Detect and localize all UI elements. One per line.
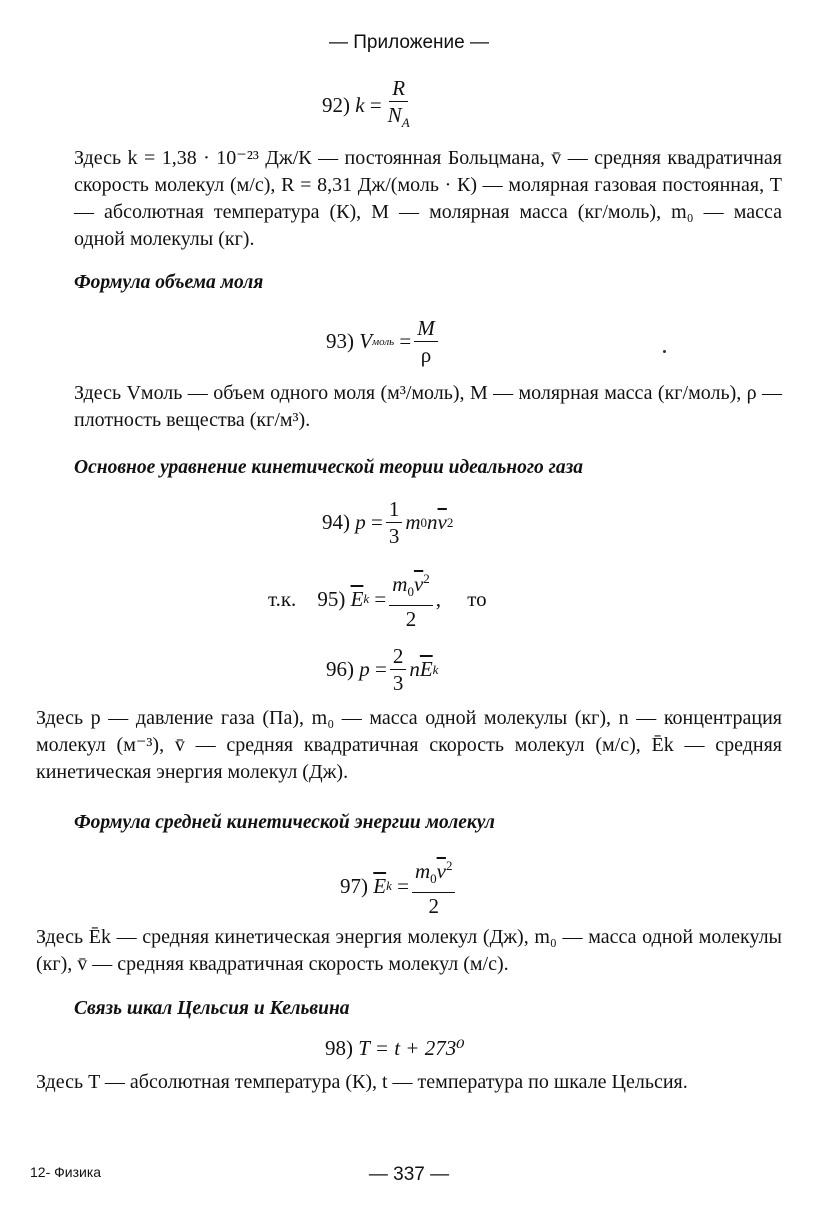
paragraph-temperature bbox=[36, 1069, 782, 1096]
paragraph-molar-volume bbox=[74, 380, 782, 434]
formula-92: 92) k = $\frac{R}{N_A}$ bbox=[322, 76, 410, 131]
paragraph-constants bbox=[74, 145, 782, 253]
paragraph-temperature-text: Здесь T — абсолютная температура (К), t — температура по шкале Цельсия. bbox=[36, 1071, 688, 1093]
paragraph-energy-text: Здесь Ēk — средняя кинетическая энергия молекул (Дж), m₀ — масса одной молекулы (кг), v̄ — средняя квадратичная скорость молекул (м/с). bbox=[36, 926, 782, 975]
formula-98 bbox=[325, 1036, 465, 1061]
paragraph-constants-text: Здесь k = 1,38 · 10⁻²³ Дж/К — постоянная Больцмана, v̄ — средняя квадратичная скорость молекул (м/с), R = 8,31 Дж/(моль · К) — молярная газовая постоянная, T — абсолютная температура (К), M — молярная масса (кг/моль), m₀ — масса одной молекулы (кг). bbox=[74, 147, 782, 250]
paragraph-energy bbox=[36, 924, 782, 978]
formula-94: 94) p = $\frac{1}{3}$ m 0 n $\overline{v}$ 2 bbox=[322, 497, 454, 548]
formula-95-label: 95) bbox=[317, 586, 346, 611]
scan-speck bbox=[663, 350, 666, 353]
heading-kinetic-theory: Основное уравнение кинетической теории идеального газа bbox=[74, 457, 583, 478]
formula-97-label: 97) bbox=[340, 873, 368, 898]
paragraph-pressure bbox=[36, 705, 782, 786]
formula-97: 97) $\overline{E}$ k = $\frac{m_0\overline{v}^2}{2}$ bbox=[340, 854, 458, 918]
formula-95: т.к. 95) $\overline{E}$ k = $\frac{m_0\overline{v}^2}{2}$ , то bbox=[268, 567, 487, 631]
formula-96-label: 96) bbox=[326, 657, 354, 681]
formula-93-label: 93) bbox=[326, 329, 354, 353]
paragraph-molar-volume-text: Здесь Vмоль — объем одного моля (м³/моль), M — молярная масса (кг/моль), ρ — плотность вещества (кг/м³). bbox=[74, 382, 782, 431]
formula-98-expression: T = t + 273⁰ bbox=[358, 1036, 465, 1060]
formula-92-label: 92) bbox=[322, 93, 350, 118]
page-header: — Приложение — bbox=[329, 32, 489, 53]
formula-93: 93) V моль = $\frac{M}{\rho}$ bbox=[326, 316, 441, 367]
formula-95-prefix: т.к. bbox=[268, 586, 297, 611]
formula-93-subscript: моль bbox=[372, 335, 395, 348]
heading-kinetic-energy: Формула средней кинетической энергии молекул bbox=[74, 812, 495, 833]
footer-section-label: 12- Физика bbox=[30, 1164, 102, 1180]
page-number: — 337 — bbox=[368, 1164, 450, 1185]
formula-95-suffix: то bbox=[467, 586, 487, 611]
formula-94-label: 94) bbox=[322, 510, 350, 534]
formula-96: 96) p = $\frac{2}{3}$ n $\overline{E}$ k bbox=[326, 644, 439, 695]
heading-celsius-kelvin: Связь шкал Цельсия и Кельвина bbox=[74, 998, 350, 1019]
formula-98-label: 98) bbox=[325, 1036, 353, 1060]
heading-molar-volume: Формула объема моля bbox=[74, 272, 264, 293]
paragraph-pressure-text: Здесь p — давление газа (Па), m₀ — масса одной молекулы (кг), n — концентрация молекул (м⁻³), v̄ — средняя квадратичная скорость молекул (м/с), Ēk — средняя кинетическая энергия молекул (Дж). bbox=[36, 707, 782, 783]
